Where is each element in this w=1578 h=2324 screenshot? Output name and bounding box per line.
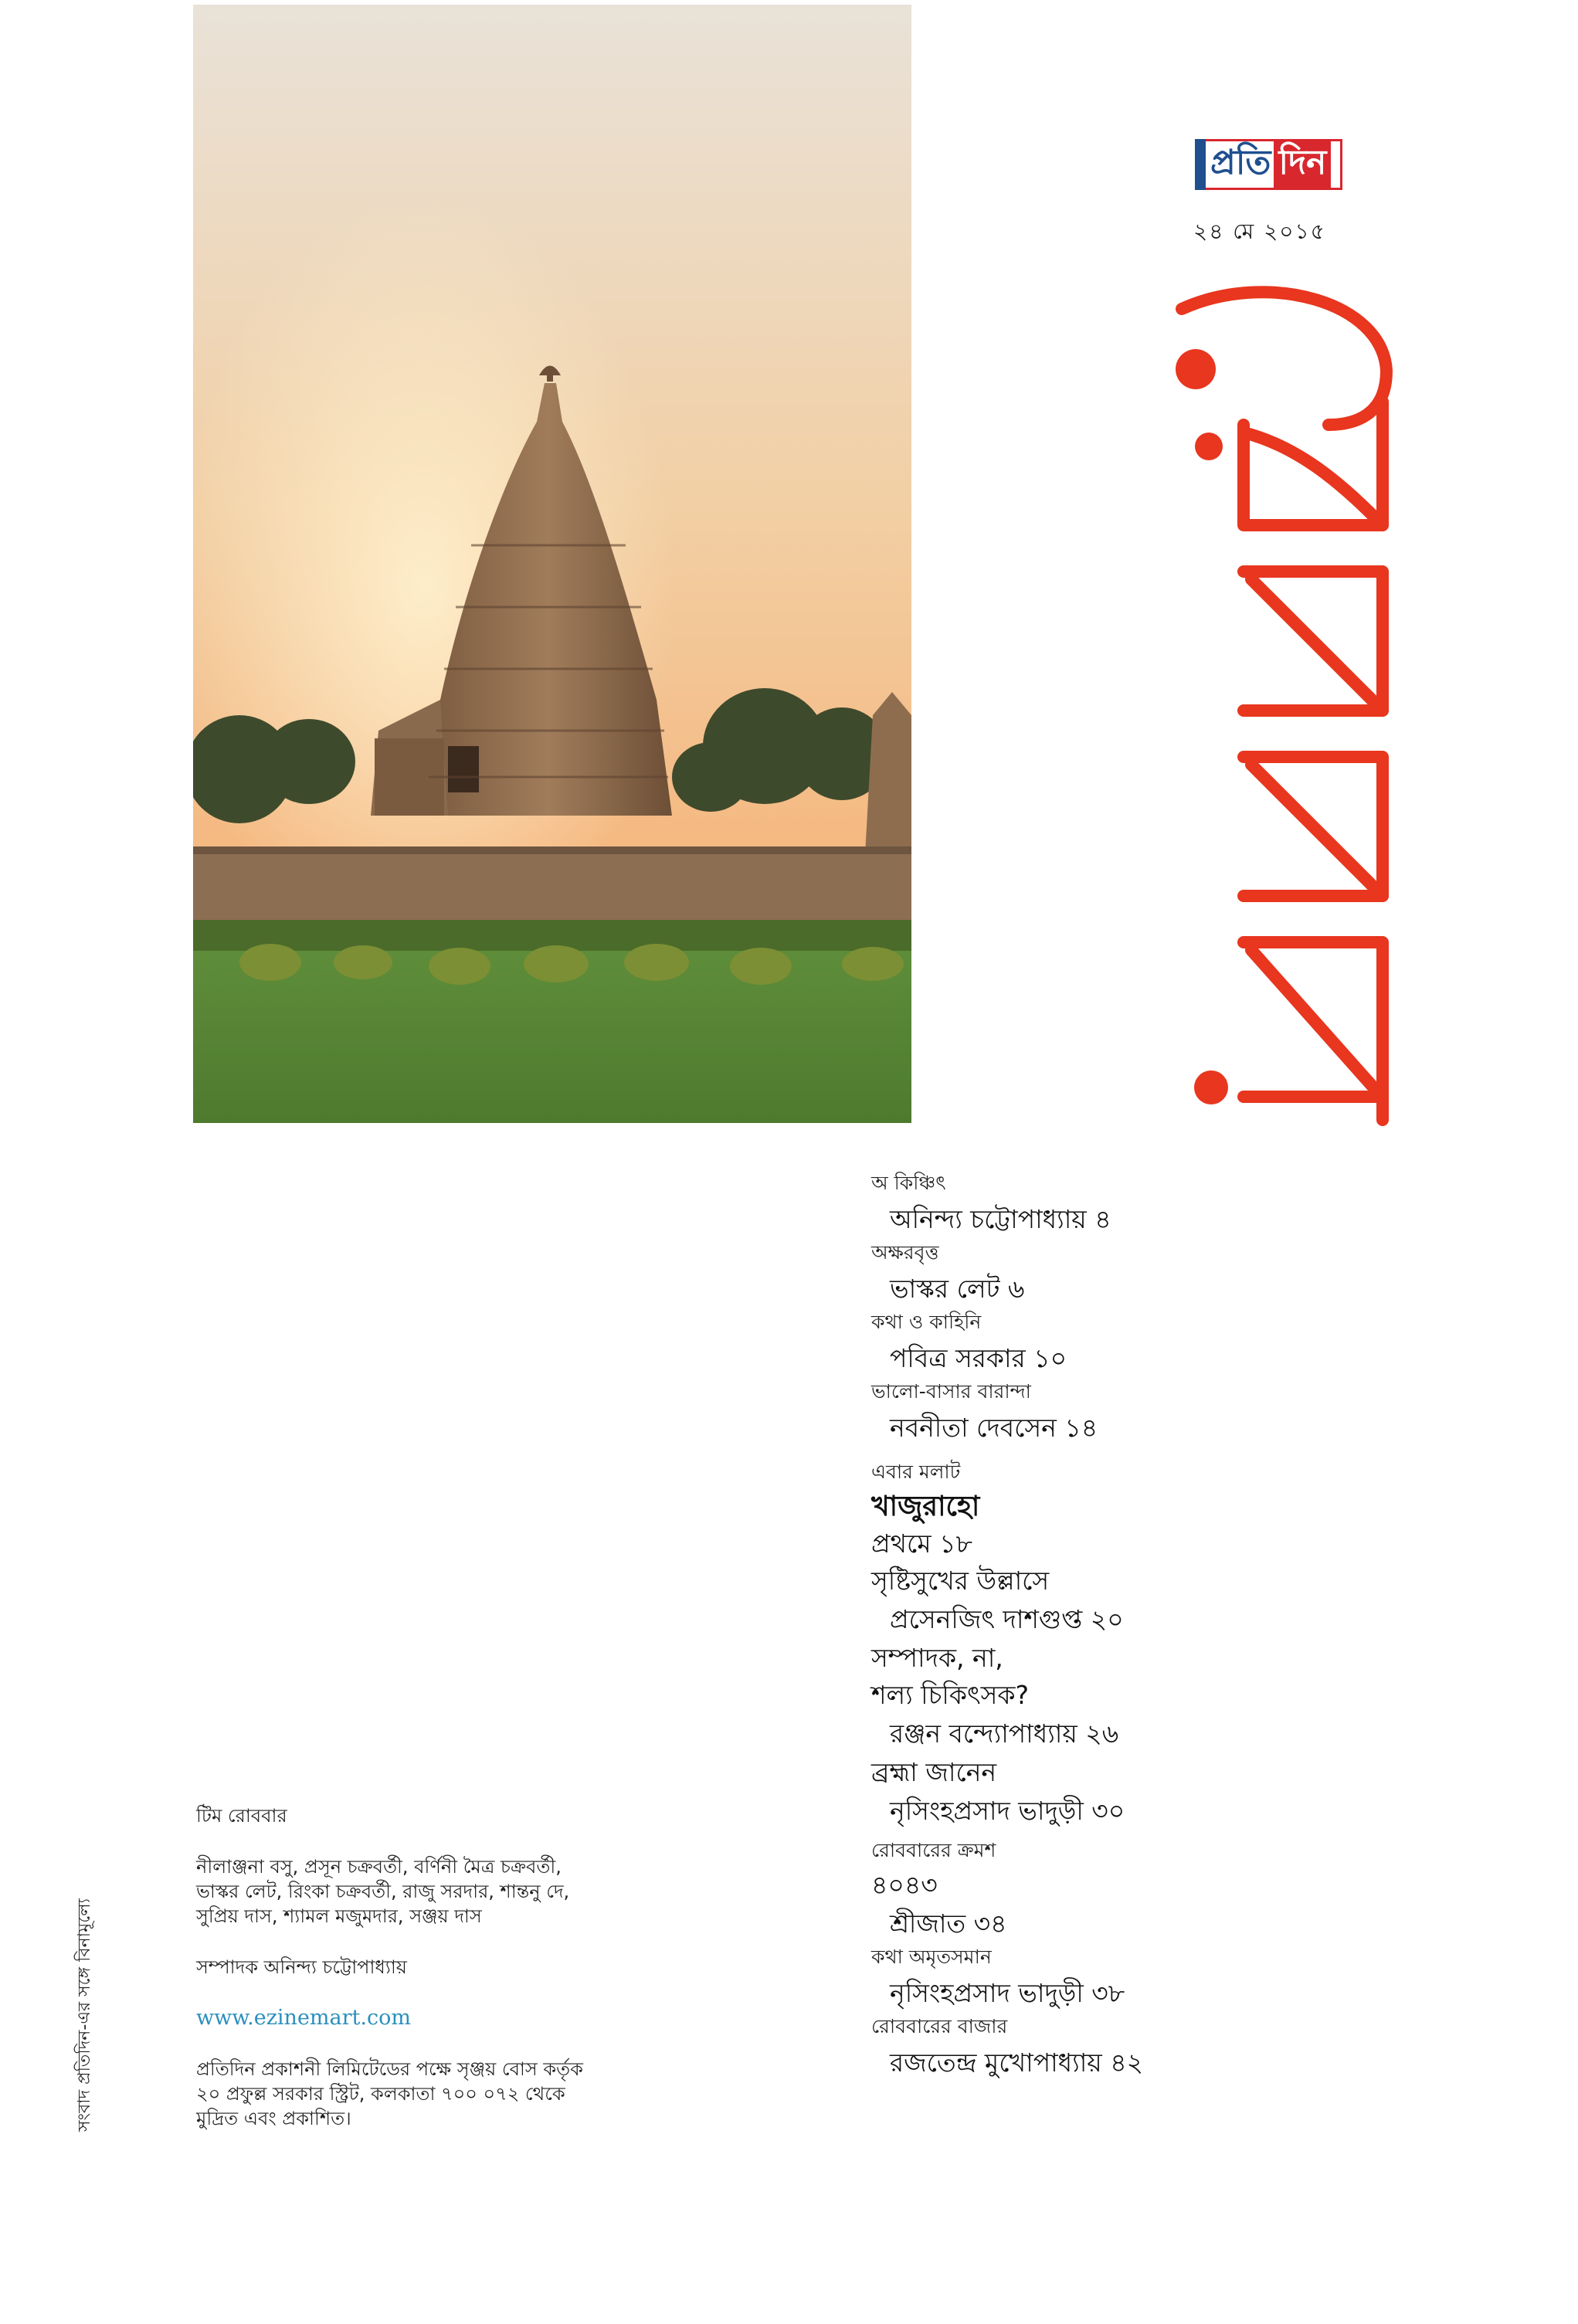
vertical-free-copy-note: সংবাদ প্রতিদিন-এর সঙ্গে বিনামূল্যে [75, 1898, 94, 2132]
toc-headline: ৪০৪৩ [871, 1870, 938, 1900]
toc-headline: সম্পাদক, না, [871, 1643, 1003, 1673]
cover-photo [193, 5, 911, 1123]
toc-entry-cover-story[interactable] [871, 1459, 1551, 1525]
logo-stripe [1195, 139, 1206, 190]
toc-headline: ব্রহ্মা জানেন [871, 1757, 997, 1787]
toc-entry[interactable] [871, 1170, 1551, 1240]
logo-main-text: প্রতি [1210, 142, 1271, 182]
team-heading: টিম রোববার [196, 1805, 287, 1827]
toc-author: প্রসেনজিৎ দাশগুপ্ত ২০ [890, 1604, 1124, 1634]
team-members-line: সুপ্রিয় দাস, শ্যামল মজুমদার, সঞ্জয় দাস [196, 1905, 482, 1927]
magazine-title-artwork [1151, 278, 1413, 1182]
team-members-line: নীলাঞ্জনা বসু, প্রসূন চক্রবর্তী, বর্ণিনী মৈত্র চক্রবর্তী, [196, 1856, 562, 1878]
toc-entry[interactable] [871, 1525, 1551, 1562]
toc-section-label: এবার মলাট [871, 1461, 961, 1483]
toc-author: নৃসিংহপ্রসাদ ভাদুড়ী ৩০ [890, 1796, 1125, 1826]
logo-wordmark [1206, 139, 1342, 190]
toc-entry[interactable] [871, 1379, 1551, 1448]
toc-section-label: রোববারের বাজার [871, 2015, 1008, 2037]
toc-author: রঞ্জন বন্দ্যোপাধ্যায় ২৬ [890, 1718, 1119, 1749]
website-link[interactable]: www.ezinemart.com [196, 2006, 411, 2030]
temple-illustration [193, 5, 911, 1123]
issue-date: ২৪ মে ২০১৫ [1193, 219, 1326, 244]
toc-headline: সৃষ্টিসুখের উল্লাসে [871, 1566, 1050, 1596]
toc-entry[interactable] [871, 2014, 1551, 2083]
toc-headline: খাজুরাহো [871, 1491, 980, 1522]
toc-entry[interactable] [871, 1309, 1551, 1379]
toc-entry[interactable] [871, 1754, 1551, 1831]
toc-author: অনিন্দ্য চট্টোপাধ্যায় ৪ [890, 1204, 1111, 1234]
toc-author: নবনীতা দেবসেন ১৪ [890, 1413, 1098, 1443]
toc-entry[interactable] [871, 1240, 1551, 1309]
toc-author: পবিত্র সরকার ১০ [890, 1343, 1067, 1373]
toc-entry[interactable] [871, 1837, 1551, 1944]
toc-author: ভাস্কর লেট ৬ [890, 1274, 1025, 1304]
toc-section-label: রোববারের ক্রমশ [871, 1839, 996, 1861]
toc-section-label: কথা ও কাহিনি [871, 1311, 982, 1333]
toc-author: নৃসিংহপ্রসাদ ভাদুড়ী ৩৮ [890, 1978, 1125, 2008]
toc-headline-line2: শল্য চিকিৎসক? [871, 1680, 1029, 1710]
publisher-line: প্রতিদিন প্রকাশনী লিমিটেডের পক্ষে সৃঞ্জয় বোস কর্তৃক [196, 2058, 583, 2080]
publisher-line: ২০ প্রফুল্ল সরকার স্ট্রিট, কলকাতা ৭০০ ০৭২ থেকে [196, 2083, 565, 2105]
toc-author: রজতেন্দ্র মুখোপাধ্যায় ৪২ [890, 2047, 1144, 2078]
toc-entry[interactable] [871, 1562, 1551, 1640]
team-members-line: ভাস্কর লেট, রিংকা চক্রবর্তী, রাজু সরদার, শান্তনু দে, [196, 1881, 570, 1902]
toc-entry[interactable] [871, 1640, 1551, 1754]
editor-line: সম্পাদক অনিন্দ্য চট্টোপাধ্যায় [196, 1956, 407, 1978]
toc-author: শ্রীজাত ৩৪ [890, 1908, 1007, 1939]
toc-headline: প্রথমে ১৮ [871, 1528, 972, 1559]
table-of-contents [871, 1170, 1551, 2083]
toc-section-label: ভালো-বাসার বারান্দা [871, 1380, 1031, 1403]
toc-entry[interactable] [871, 1944, 1551, 2014]
publisher-line: মুদ্রিত এবং প্রকাশিত। [196, 2108, 351, 2129]
masthead-logo [1195, 139, 1342, 190]
toc-section-label: অক্ষরবৃত্ত [871, 1241, 939, 1264]
logo-accent-text: দিন [1274, 141, 1331, 188]
toc-section-label: কথা অমৃতসমান [871, 1946, 992, 1968]
toc-section-label: অ কিঞ্চিৎ [871, 1172, 946, 1194]
title-lettering [1151, 278, 1413, 1182]
credits-block [196, 1803, 698, 2131]
